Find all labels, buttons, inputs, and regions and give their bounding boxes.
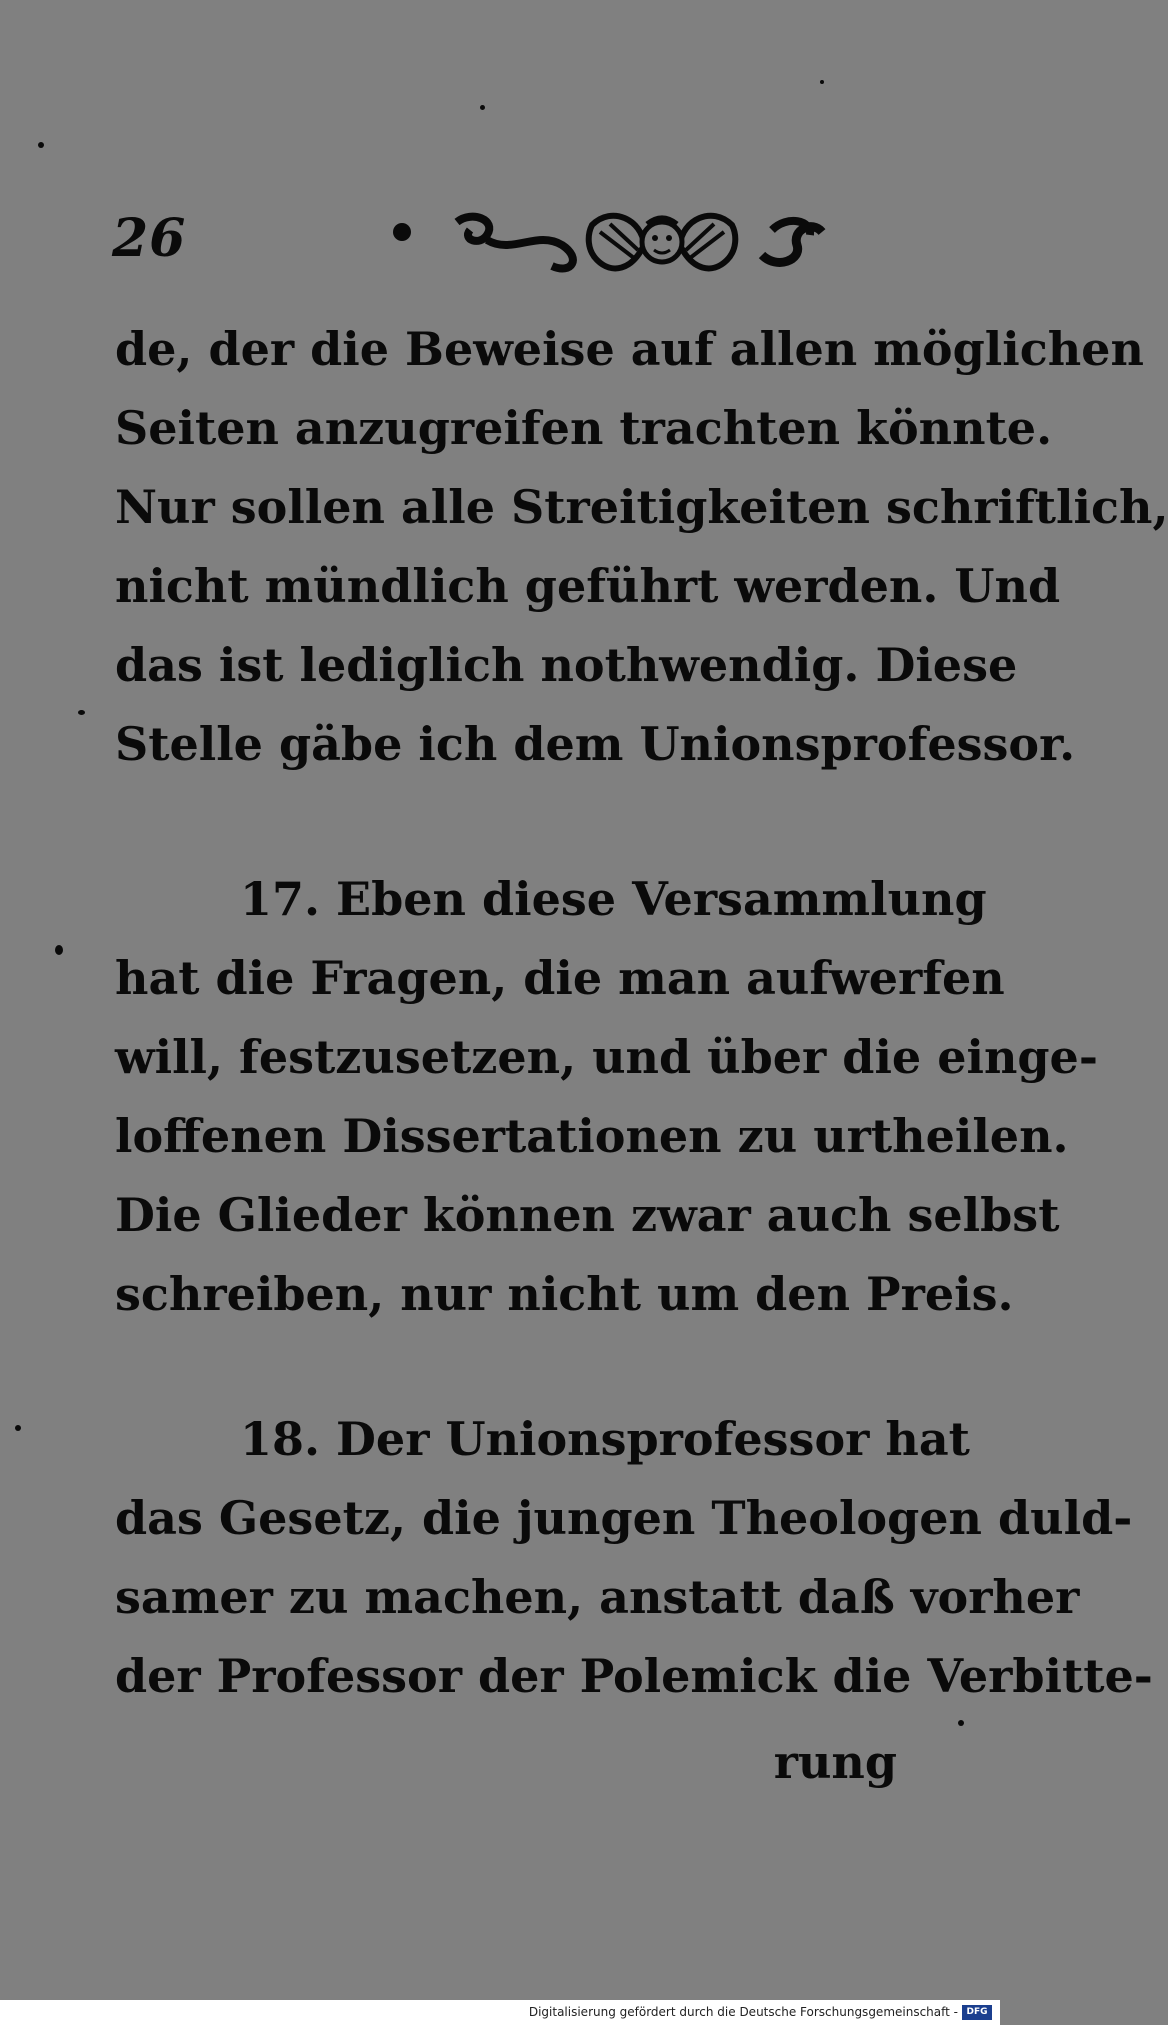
text-line: Seiten anzugreifen trachten könnte.: [115, 401, 1053, 455]
page-number: 26: [112, 208, 187, 269]
text-line: das ist lediglich nothwendig. Diese: [115, 638, 1018, 692]
paragraph-continuation: [115, 310, 1168, 784]
text-line: 17. Eben diese Versammlung: [240, 872, 987, 926]
scan-speck: [55, 945, 63, 955]
text-line: Nur sollen alle Streitigkeiten schriftlich,: [115, 480, 1168, 534]
text-line: nicht mündlich geführt werden. Und: [115, 559, 1061, 613]
text-line: loffenen Dissertationen zu urtheilen.: [115, 1109, 1069, 1163]
page-header: [112, 200, 912, 290]
dfg-logo-icon: DFG: [962, 2005, 992, 2020]
footer-bar: [0, 2000, 1000, 2025]
text-line: will, festzusetzen, und über die einge-: [115, 1030, 1098, 1084]
catchword: rung: [773, 1735, 897, 1789]
paragraph-17: [115, 860, 1098, 1334]
text-line: der Professor der Polemick die Verbitte-: [115, 1649, 1153, 1703]
scan-speck: [958, 1720, 964, 1726]
scan-speck: [15, 1425, 21, 1431]
text-line: Die Glieder können zwar auch selbst: [115, 1188, 1060, 1242]
scan-speck: [38, 142, 44, 148]
text-line: hat die Fragen, die man aufwerfen: [115, 951, 1005, 1005]
floral-ornament-icon: [282, 200, 822, 290]
text-line: samer zu machen, anstatt daß vorher: [115, 1570, 1080, 1624]
text-line: Stelle gäbe ich dem Unionsprofessor.: [115, 717, 1076, 771]
scan-speck: [480, 105, 485, 110]
scan-speck: [78, 710, 85, 715]
scan-speck: [820, 80, 824, 84]
text-line: schreiben, nur nicht um den Preis.: [115, 1267, 1014, 1321]
footer-credit: Digitalisierung gefördert durch die Deutsche Forschungsgemeinschaft -: [528, 2005, 958, 2019]
text-line: das Gesetz, die jungen Theologen duld-: [115, 1491, 1133, 1545]
text-line: 18. Der Unionsprofessor hat: [240, 1412, 970, 1466]
paragraph-18: [115, 1400, 1153, 1716]
text-line: de, der die Beweise auf allen möglichen: [115, 322, 1144, 376]
